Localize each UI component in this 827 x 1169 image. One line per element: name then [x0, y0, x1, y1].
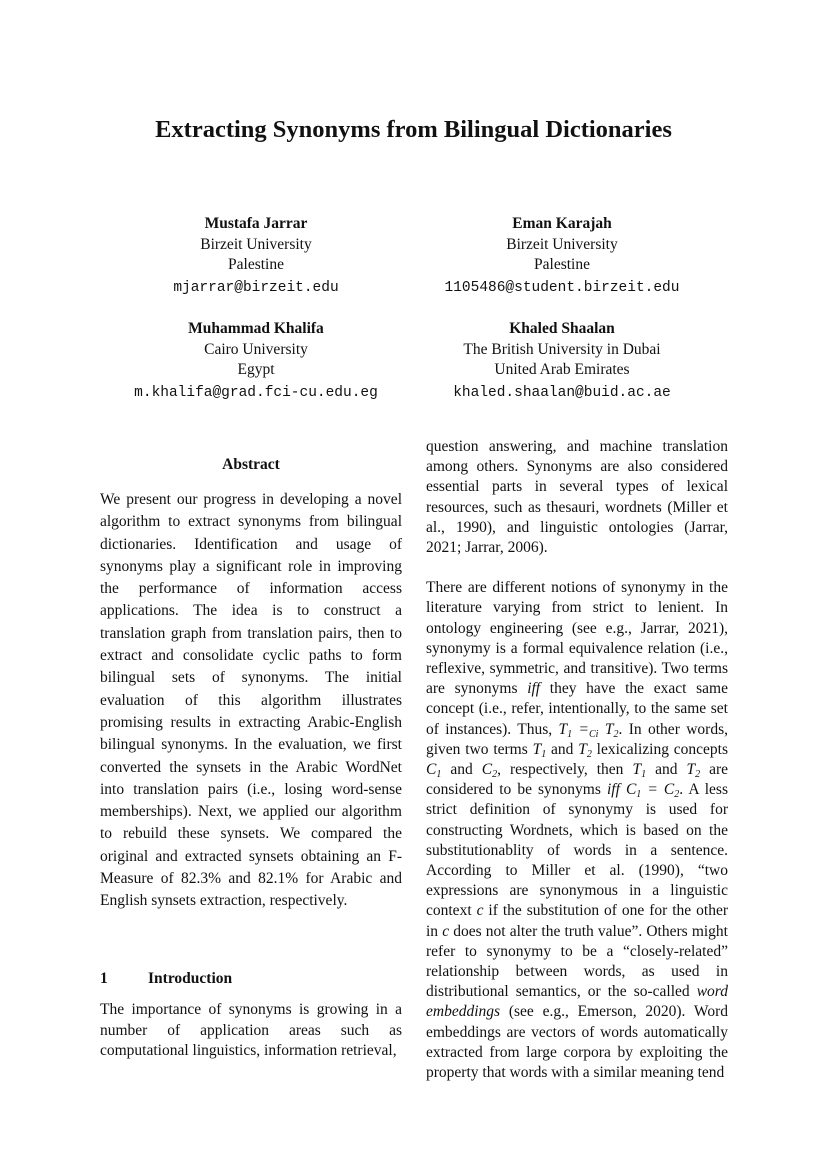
author-name: Khaled Shaalan: [509, 320, 615, 337]
author-country: United Arab Emirates: [494, 361, 630, 378]
right-column: [426, 437, 728, 1083]
paragraph-continuation: question answering, and machine translation among others. Synonyms are also considered essential parts in several types of lexical resources, such as thesauri, wordnets (Miller et al., 1990), and linguistic ontologies (Jarrar, 2021; Jarrar, 2006).: [426, 438, 728, 557]
author-affiliation: The British University in Dubai: [463, 340, 661, 358]
section-heading: [100, 970, 232, 988]
paper-title: Extracting Synonyms from Bilingual Dictionaries: [155, 116, 672, 143]
equation-term: $T_1 =_{Ci}$ $T_2$: [558, 720, 619, 740]
author-affiliation: Birzeit University: [506, 235, 618, 253]
author-affiliation: Cairo University: [204, 340, 308, 358]
author-block: [392, 214, 732, 298]
author-country: Egypt: [237, 361, 275, 378]
author-country: Palestine: [228, 256, 284, 273]
author-name: Mustafa Jarrar: [204, 215, 308, 232]
introduction-paragraph: The importance of synonyms is growing in a number of application areas such as computational linguistics, information retrieval,: [100, 1001, 402, 1060]
author-affiliation: Birzeit University: [200, 235, 312, 253]
author-email: khaled.shaalan@buid.ac.ae: [453, 384, 671, 401]
author-email: 1105486@student.birzeit.edu: [444, 279, 680, 296]
abstract-heading: Abstract: [222, 456, 280, 473]
author-block: [392, 319, 732, 403]
author-block: [86, 319, 426, 403]
author-block: [86, 214, 426, 298]
paragraph-synonymy-notions: There are different notions of synonymy in the literature varying from strict to lenient. In ontology engineering (see e.g., Jarrar, 2021), synonymy is a formal equivalence relation (i.e., reflexive, symmetric, and transitive). Two terms are synonyms iff they have the exact same concept (i.e., refer, intentionally, to the same set of instances). Thus, $T_1 =_{Ci}$ $T_2$. In other words, given two terms $T_1$ and $T_2$ lexicalizing concepts $C_1$ and $C_2$, respectively, then $T_1$ and $T_2$ are considered to be synonyms iff $C_1 = C_2$. A less strict definition of synonymy is used for constructing Wordnets, which is based on the substitutionablity of words in a sentence. According to Miller et al. (1990), “two expressions are synonymous in a linguistic context c if the substitution of one for the other in c does not alter the truth value”. Others might refer to synonymy to be a “closely-related” relationship between words, as used in distributional semantics, or the so-called word embeddings (see e.g., Emerson, 2020). Word embeddings are vectors of words automatically extracted from large corpora by exploiting the property that words with a similar meaning tend: [426, 579, 729, 1082]
author-email: mjarrar@birzeit.edu: [173, 279, 339, 296]
section-title: Introduction: [148, 970, 233, 987]
abstract-text: We present our progress in developing a novel algorithm to extract synonyms from bilingual dictionaries. Identification and usage of synonyms play a significant role in improving the performance of information access applications. The idea is to construct a translation graph from translation pairs, then to extract and consolidate cyclic paths to form bilingual sets of synonyms. The initial evaluation of this algorithm illustrates promising results in extracting Arabic-English bilingual synonyms. In the evaluation, we first converted the synsets in the Arabic WordNet into translation pairs (i.e., losing word-sense memberships). Next, we applied our algorithm to rebuild these synsets. We compared the original and extracted synsets obtaining an F-Measure of 82.3% and 82.1% for Arabic and English synsets extraction, respectively.: [100, 491, 402, 910]
author-country: Palestine: [534, 256, 590, 273]
author-name: Eman Karajah: [512, 215, 612, 232]
section-number: 1: [100, 970, 108, 987]
author-email: m.khalifa@grad.fci-cu.edu.eg: [134, 384, 378, 401]
author-name: Muhammad Khalifa: [188, 320, 324, 337]
